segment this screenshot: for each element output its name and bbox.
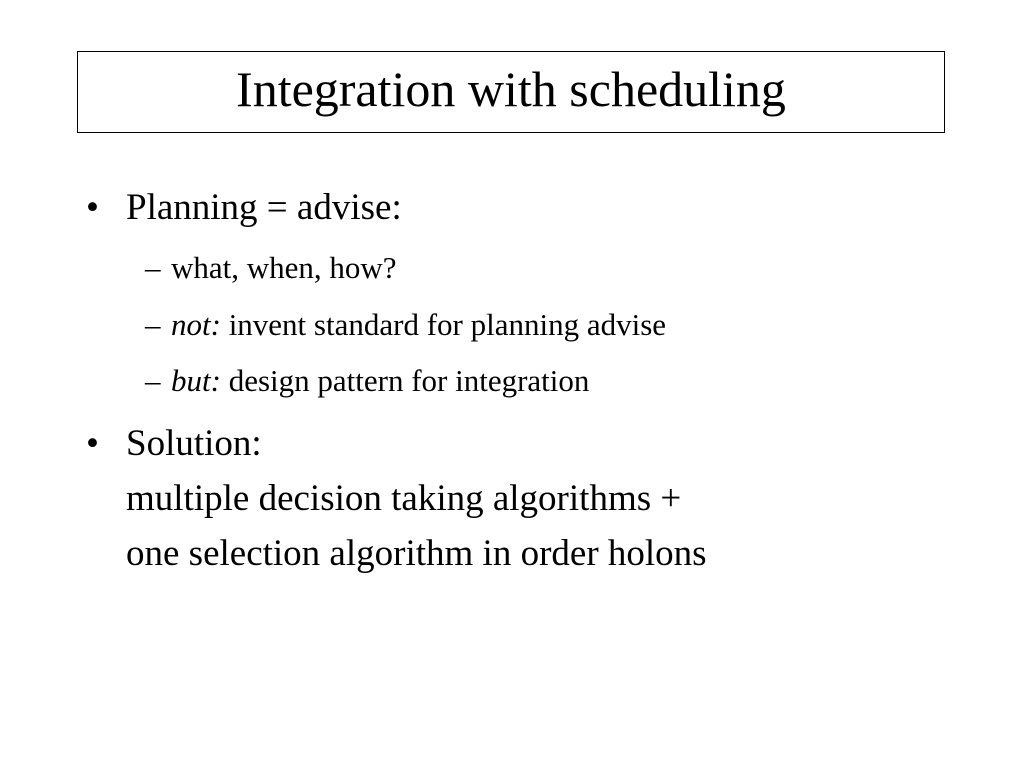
slide-title: Integration with scheduling	[236, 61, 786, 117]
sub-bullet-text	[171, 248, 397, 288]
bullet-text-line-1: Solution:	[126, 423, 262, 464]
bullet-text: Planning = advise:	[126, 187, 402, 228]
sub-bullet-body: invent standard for planning advise	[220, 307, 667, 342]
sub-bullet-body: what, when, how?	[171, 250, 397, 285]
sub-bullet-emphasis: but:	[171, 363, 221, 398]
bullet-text-line-2: multiple decision taking algorithms +	[126, 478, 682, 519]
sub-bullet-text	[171, 361, 589, 401]
sub-bullet-text	[171, 305, 666, 345]
bullet-text-line-3: one selection algorithm in order holons	[126, 533, 707, 574]
dash-icon: –	[145, 250, 161, 285]
dash-icon: –	[145, 307, 161, 342]
sub-bullet-emphasis: not:	[171, 307, 221, 342]
bullet-dot-icon: •	[86, 423, 99, 464]
sub-bullet-body: design pattern for integration	[220, 363, 590, 398]
bullet-dot-icon: •	[86, 187, 99, 228]
dash-icon: –	[145, 363, 161, 398]
